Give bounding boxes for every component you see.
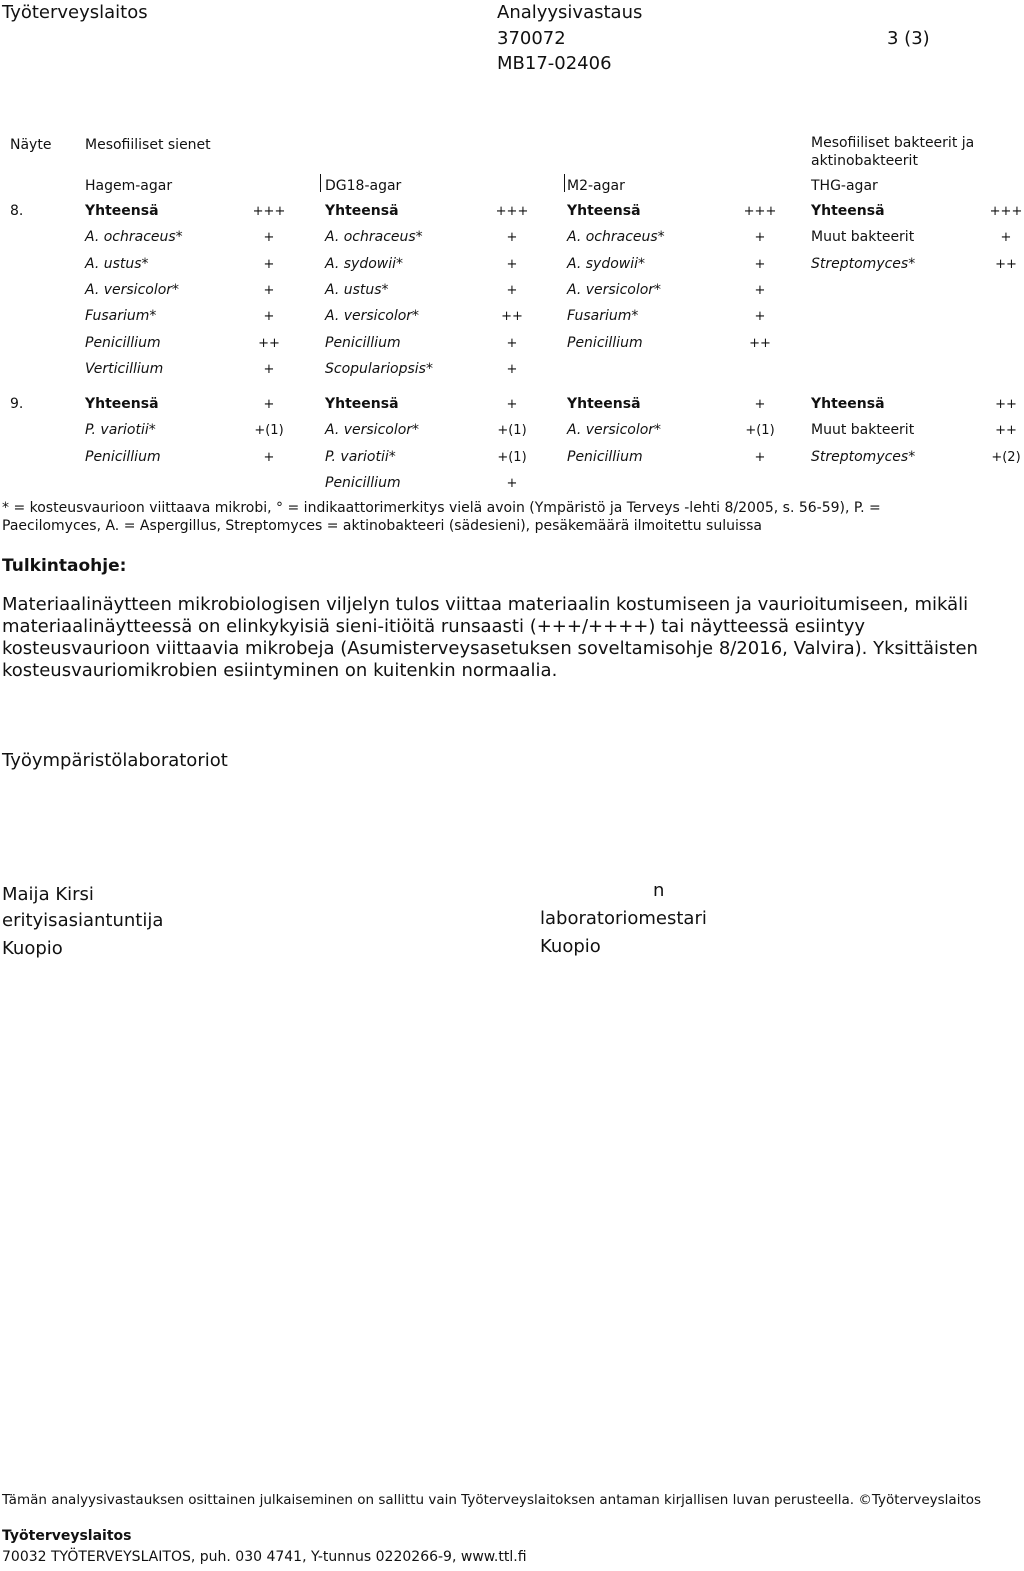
signer-1-title: erityisasiantuntija <box>2 910 164 931</box>
abundance-mark: +++ <box>495 204 529 219</box>
medium-hagem-agar: Hagem-agar <box>85 178 173 194</box>
abundance-mark: + <box>506 282 518 298</box>
abundance-mark: +++ <box>252 204 286 219</box>
document-type: Analyysivastaus <box>497 2 643 23</box>
abundance-mark: +(1) <box>497 423 527 439</box>
abundance-mark: + <box>263 282 275 298</box>
signer-2-title: laboratoriomestari <box>540 908 707 929</box>
abundance-mark: + <box>754 230 766 246</box>
column-divider <box>564 174 565 192</box>
organism-name: A. versicolor* <box>567 422 662 439</box>
footer-organization: Työterveyslaitos <box>2 1528 132 1544</box>
abundance-mark: + <box>263 397 275 412</box>
organism-name: Muut bakteerit <box>811 422 915 439</box>
footnote-line-2: Paecilomyces, A. = Aspergillus, Streptomyces = aktinobakteeri (sädesieni), pesäkemäärä ilmoitettu suluissa <box>2 518 763 534</box>
organism-name: Fusarium* <box>85 308 157 325</box>
organism-name: Penicillium <box>85 334 161 351</box>
organism-name: Streptomyces* <box>811 255 916 272</box>
total-label: Yhteensä <box>85 203 159 219</box>
total-label: Yhteensä <box>325 203 399 219</box>
organism-name: Penicillium <box>325 474 401 491</box>
laboratory-name: Työympäristölaboratoriot <box>2 750 228 771</box>
medium-m2-agar: M2-agar <box>567 178 625 194</box>
total-label: Yhteensä <box>325 396 399 412</box>
total-label: Yhteensä <box>567 396 641 412</box>
abundance-mark: + <box>263 256 275 272</box>
document-reference: MB17-02406 <box>497 53 612 74</box>
abundance-mark: + <box>754 256 766 272</box>
abundance-mark: + <box>263 449 275 465</box>
organization-name: Työterveyslaitos <box>2 2 148 23</box>
sample-column-header: Näyte <box>10 137 52 153</box>
organism-name: A. versicolor* <box>85 281 180 298</box>
footnote-line-1: * = kosteusvaurioon viittaava mikrobi, ° = indikaattorimerkitys vielä avoin (Ympäristö ja Terveys -lehti 8/2005, s. 56-59), P. = <box>2 500 881 516</box>
organism-name: A. ochraceus* <box>567 229 665 246</box>
abundance-mark: + <box>263 230 275 246</box>
interpretation-line: kosteusvauriomikrobien esiintyminen on kuitenkin normaalia. <box>2 660 558 681</box>
total-label: Yhteensä <box>811 396 885 412</box>
sample-id: 9. <box>10 396 24 412</box>
abundance-mark: ++ <box>995 423 1017 439</box>
total-label: Yhteensä <box>811 203 885 219</box>
bacteria-group-header-line2: aktinobakteerit <box>811 153 918 169</box>
abundance-mark: + <box>754 309 766 325</box>
organism-name: Penicillium <box>567 448 643 465</box>
organism-name: P. variotii* <box>325 448 396 465</box>
organism-name: Penicillium <box>567 334 643 351</box>
organism-name: A. ochraceus* <box>85 229 183 246</box>
signer-1-name: Maija Kirsi <box>2 884 94 905</box>
document-number: 370072 <box>497 28 566 49</box>
organism-name: Verticillium <box>85 360 164 377</box>
abundance-mark: + <box>506 361 518 377</box>
abundance-mark: +(1) <box>497 449 527 465</box>
abundance-mark: + <box>506 475 518 491</box>
sample-id: 8. <box>10 203 24 219</box>
abundance-mark: ++ <box>749 335 771 351</box>
abundance-mark: + <box>754 449 766 465</box>
interpretation-line: kosteusvaurioon viittaavia mikrobeja (Asumisterveysasetuksen soveltamisohje 8/2016, Valvira). Yksittäisten <box>2 638 978 659</box>
abundance-mark: +(1) <box>745 423 775 439</box>
organism-name: A. ustus* <box>85 255 149 272</box>
abundance-mark: +(1) <box>254 423 284 439</box>
abundance-mark: +(2) <box>991 449 1021 465</box>
fungi-group-header: Mesofiiliset sienet <box>85 137 211 153</box>
abundance-mark: ++ <box>258 335 280 351</box>
organism-name: A. sydowii* <box>567 255 645 272</box>
interpretation-heading: Tulkintaohje: <box>2 556 127 576</box>
abundance-mark: + <box>754 282 766 298</box>
organism-name: A. versicolor* <box>325 308 420 325</box>
organism-name: A. versicolor* <box>325 422 420 439</box>
abundance-mark: +++ <box>743 204 777 219</box>
abundance-mark: + <box>263 309 275 325</box>
organism-name: Muut bakteerit <box>811 229 915 246</box>
medium-dg18-agar: DG18-agar <box>325 178 402 194</box>
abundance-mark: + <box>506 230 518 246</box>
organism-name: Penicillium <box>325 334 401 351</box>
interpretation-line: Materiaalinäytteen mikrobiologisen viljelyn tulos viittaa materiaalin kostumiseen ja vaurioitumiseen, mikäli <box>2 594 969 615</box>
abundance-mark: ++ <box>501 309 523 325</box>
organism-name: Scopulariopsis* <box>325 360 433 377</box>
page-number: 3 (3) <box>887 28 930 49</box>
organism-name: A. ustus* <box>325 281 389 298</box>
organism-name: Fusarium* <box>567 308 639 325</box>
organism-name: A. versicolor* <box>567 281 662 298</box>
organism-name: A. ochraceus* <box>325 229 423 246</box>
signer-1-city: Kuopio <box>2 938 63 959</box>
total-label: Yhteensä <box>85 396 159 412</box>
abundance-mark: +++ <box>989 204 1023 219</box>
medium-thg-agar: THG-agar <box>811 178 878 194</box>
interpretation-line: materiaalinäytteessä on elinkykyisiä sieni-itiöitä runsaasti (+++/++++) tai näytteessä esiintyy <box>2 616 866 637</box>
organism-name: P. variotii* <box>85 422 156 439</box>
abundance-mark: ++ <box>995 397 1017 412</box>
organism-name: Penicillium <box>85 448 161 465</box>
abundance-mark: + <box>1000 230 1012 246</box>
abundance-mark: + <box>506 256 518 272</box>
footer-address: 70032 TYÖTERVEYSLAITOS, puh. 030 4741, Y-tunnus 0220266-9, www.ttl.fi <box>2 1549 527 1565</box>
total-label: Yhteensä <box>567 203 641 219</box>
organism-name: A. sydowii* <box>325 255 403 272</box>
organism-name: Streptomyces* <box>811 448 916 465</box>
signer-2-city: Kuopio <box>540 936 601 957</box>
column-divider <box>320 174 321 192</box>
signer-2-name: n <box>653 880 665 901</box>
abundance-mark: ++ <box>995 256 1017 272</box>
abundance-mark: + <box>263 361 275 377</box>
bacteria-group-header-line1: Mesofiiliset bakteerit ja <box>811 135 975 151</box>
footer-notice: Tämän analyysivastauksen osittainen julkaiseminen on sallittu vain Työterveyslaitoksen antaman kirjallisen luvan perusteella. ©Työterveyslaitos <box>2 1492 982 1508</box>
abundance-mark: + <box>506 335 518 351</box>
abundance-mark: + <box>506 397 518 412</box>
abundance-mark: + <box>754 397 766 412</box>
